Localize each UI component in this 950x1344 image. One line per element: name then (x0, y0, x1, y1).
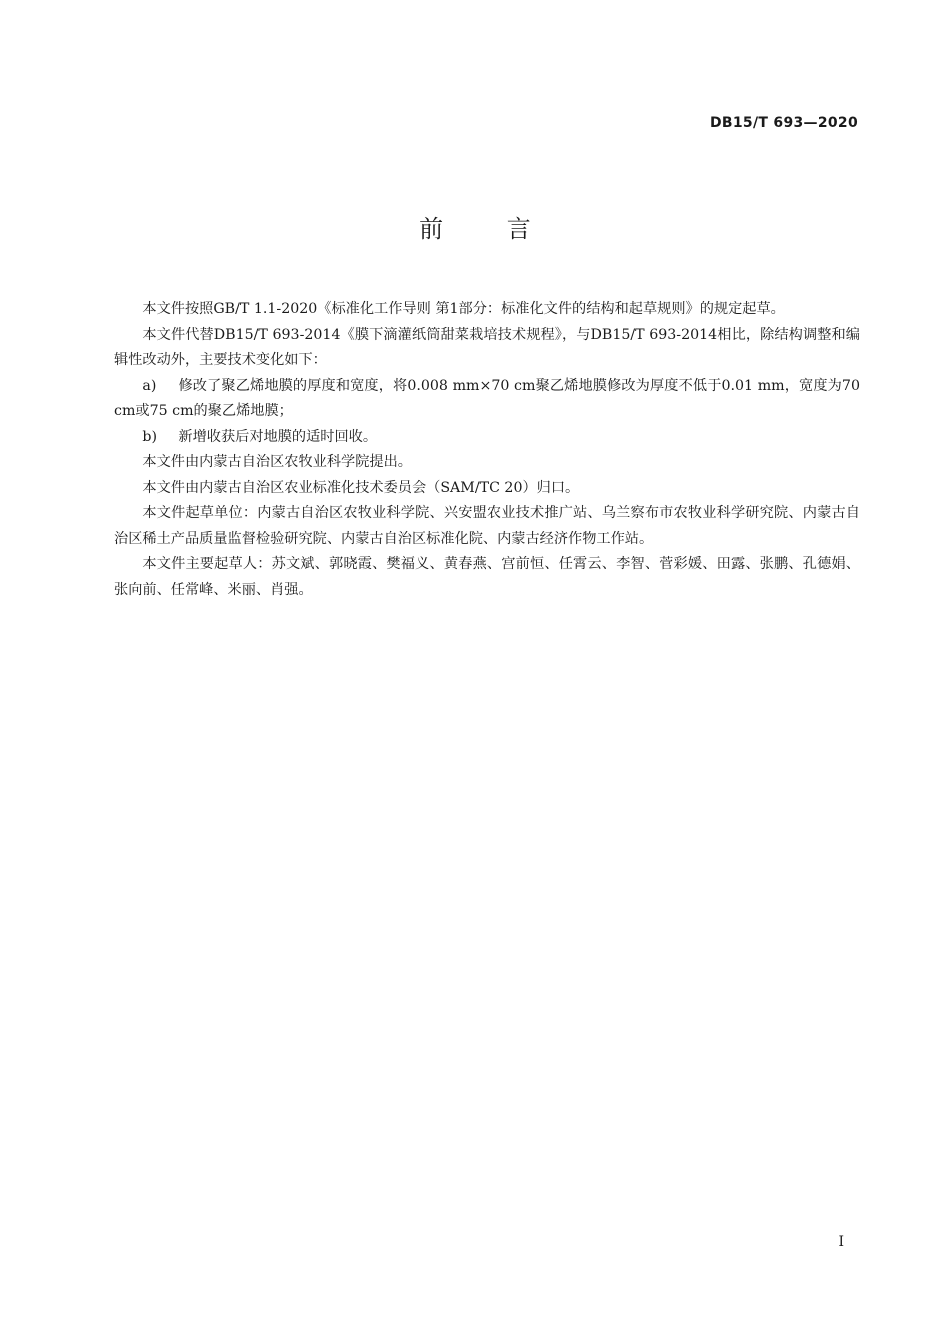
change-marker: b) (142, 428, 158, 445)
foreword-content (114, 297, 860, 603)
page-title: 前 言 (419, 215, 559, 243)
change-item (114, 425, 860, 451)
paragraph-committee: 本文件由内蒙古自治区农业标准化技术委员会（SAM/TC 20）归口。 (142, 479, 580, 496)
document-code: DB15/T 693—2020 (710, 115, 858, 131)
paragraph-drafters: 本文件主要起草人：苏文斌、郭晓霞、樊福义、黄春燕、宫前恒、任霄云、李智、菅彩媛、田露、张鹏、孔德娟、张向前、任常峰、米丽、肖强。 (114, 556, 860, 598)
change-text: 修改了聚乙烯地膜的厚度和宽度，将0.008 mm×70 cm聚乙烯地膜修改为厚度不低于0.01 mm，宽度为70 cm或75 cm的聚乙烯地膜； (114, 377, 860, 419)
change-item (114, 374, 860, 425)
paragraph-replacement: 本文件代替DB15/T 693-2014《膜下滴灌纸筒甜菜栽培技术规程》，与DB15/T 693-2014相比，除结构调整和编辑性改动外，主要技术变化如下： (114, 326, 860, 368)
paragraph-scope: 本文件按照GB/T 1.1-2020《标准化工作导则 第1部分：标准化文件的结构和起草规则》的规定起草。 (142, 301, 785, 317)
change-text: 新增收获后对地膜的适时回收。 (178, 428, 378, 445)
paragraph-proposer: 本文件由内蒙古自治区农牧业科学院提出。 (142, 454, 412, 470)
paragraph-drafting-units: 本文件起草单位：内蒙古自治区农牧业科学院、兴安盟农业技术推广站、乌兰察布市农牧业科学研究院、内蒙古自治区稀土产品质量监督检验研究院、内蒙古自治区标准化院、内蒙古经济作物工作站。 (114, 505, 860, 547)
change-marker: a) (142, 377, 157, 394)
page-number: I (838, 1234, 844, 1250)
